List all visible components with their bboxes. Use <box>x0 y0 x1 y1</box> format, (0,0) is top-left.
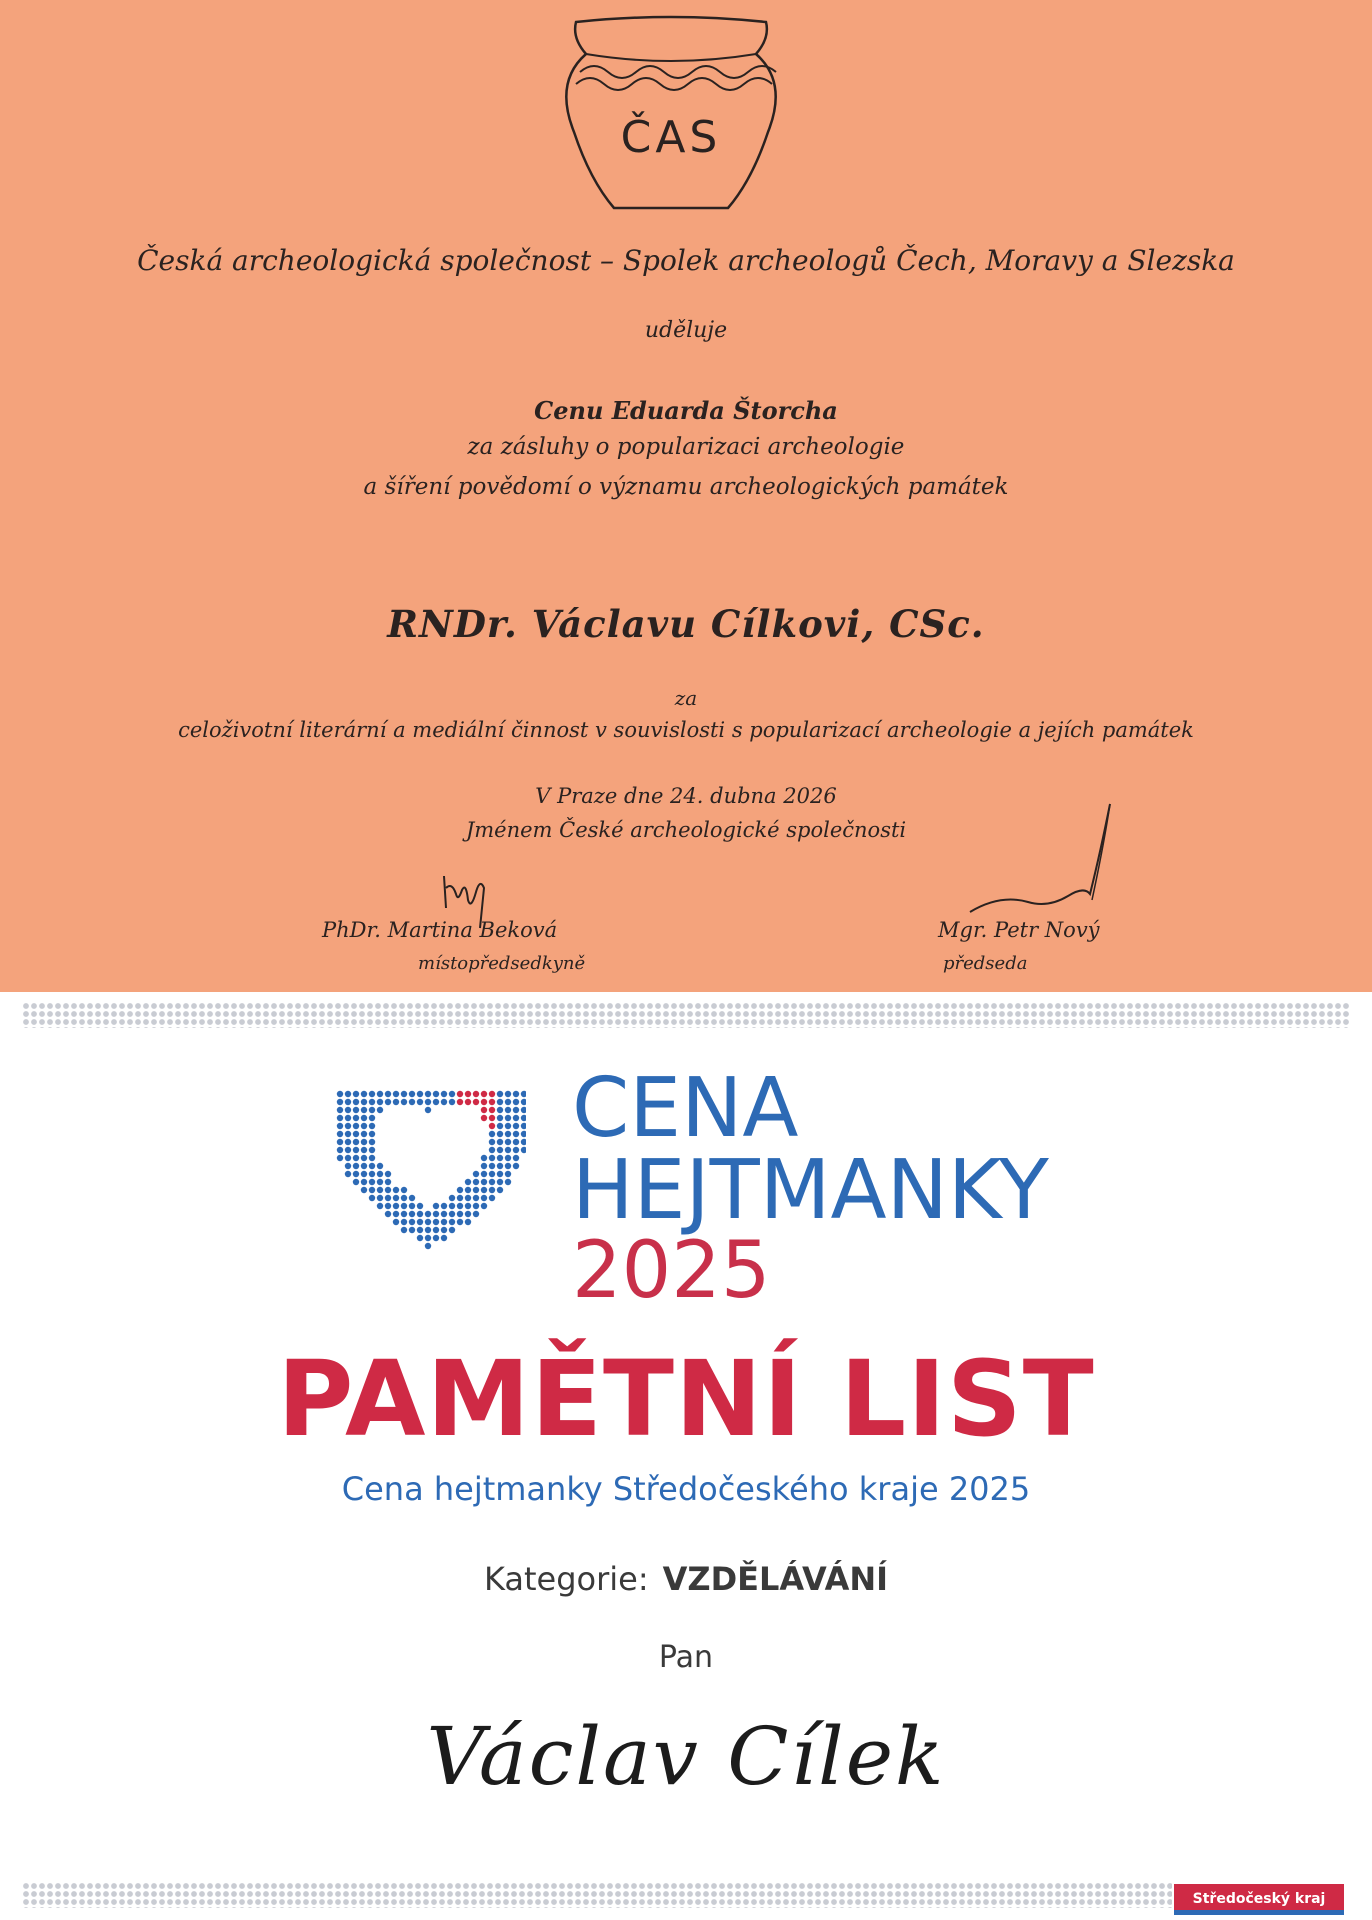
recipient-reason: celoživotní literární a mediální činnost v souvislosti s popularizací archeologie a jejích památek <box>178 718 1194 742</box>
prize-name: Cenu Eduarda Štorcha <box>534 396 838 425</box>
signatory-left-role: místopředsedkyně <box>418 953 586 974</box>
awards-verb: uděluje <box>644 318 728 343</box>
region-badge-stripe <box>1174 1910 1344 1915</box>
pot-logo-icon <box>556 12 786 212</box>
signatory-left-name: PhDr. Martina Beková <box>322 918 558 942</box>
pot-logo-text: ČAS <box>620 112 722 163</box>
logo-year: 2025 <box>572 1226 771 1316</box>
region-badge: Středočeský kraj <box>1174 1884 1344 1914</box>
honorific: Pan <box>658 1640 714 1675</box>
signatory-right-name: Mgr. Petr Nový <box>938 918 1100 942</box>
dotted-band-bottom <box>22 1882 1172 1908</box>
on-behalf-line: Jménem České archeologické společnosti <box>465 818 907 842</box>
category-value: VZDĚLÁVÁNÍ <box>662 1560 889 1598</box>
recipient-name: RNDr. Václavu Cílkovi, CSc. <box>387 602 985 646</box>
prize-reason-line-1: za zásluhy o popularizaci archeologie <box>467 434 905 460</box>
logo-line-cena: CENA <box>572 1061 799 1156</box>
place-and-date: V Praze dne 24. dubna 2026 <box>535 784 837 808</box>
for-word: za <box>674 686 698 710</box>
organization-name: Česká archeologická společnost – Spolek archeologů Čech, Moravy a Slezska <box>137 244 1235 277</box>
signatory-right-role: předseda <box>943 953 1028 974</box>
sheet-title: PAMĚTNÍ LIST <box>277 1338 1095 1460</box>
sheet-subtitle: Cena hejtmanky Středočeského kraje 2025 <box>341 1470 1031 1508</box>
category-label: Kategorie: <box>483 1560 649 1598</box>
category-line <box>0 1560 1372 1598</box>
award-recipient-name: Václav Cílek <box>426 1710 946 1803</box>
logo-line-hejtmanky: HEJTMANKY <box>572 1143 1049 1238</box>
prize-reason-line-2: a šíření povědomí o významu archeologických památek <box>363 474 1009 500</box>
heart-logo-icon <box>336 1090 526 1262</box>
dotted-band-top <box>22 1002 1350 1028</box>
signature-right-icon <box>966 800 1126 930</box>
